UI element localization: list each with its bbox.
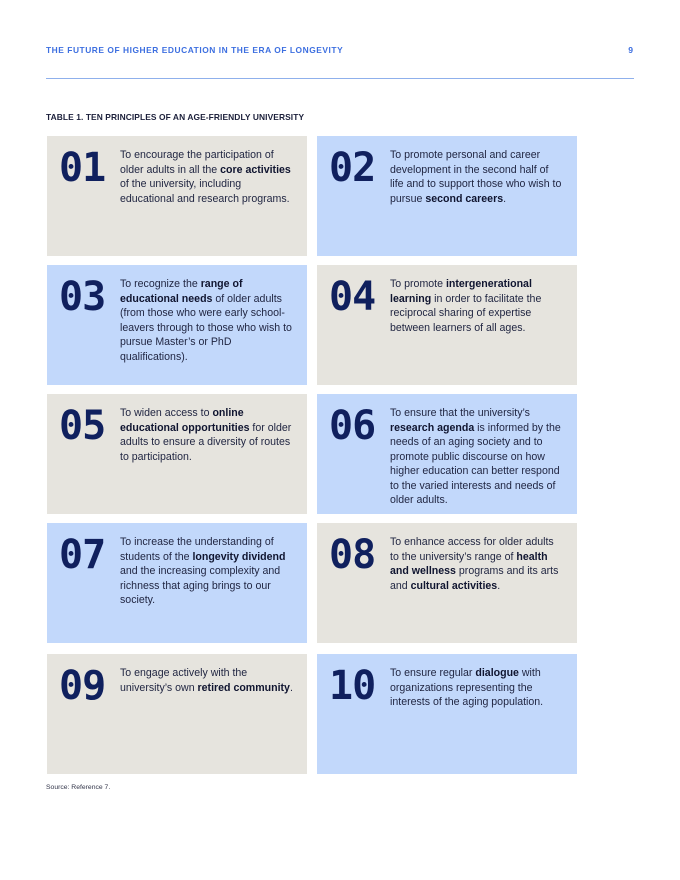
principle-text-part: in order to facilitate the reciprocal sharing of expertise between learners of all ages. <box>390 292 542 334</box>
principle-keyword: longevity dividend <box>192 550 286 563</box>
principle-number: 04 <box>329 274 376 320</box>
principle-number: 10 <box>329 663 376 709</box>
principle-card-08 <box>317 523 577 643</box>
principle-text-part: and the increasing complexity and richness that aging brings to our society. <box>120 565 281 606</box>
principle-text-part: To promote <box>390 278 446 290</box>
principle-text <box>390 406 564 508</box>
principle-card-02 <box>317 136 577 256</box>
principle-text <box>120 406 294 464</box>
principle-card-10 <box>317 654 577 774</box>
principle-text-part: . <box>289 681 293 694</box>
principle-card-07 <box>47 523 307 643</box>
principle-number: 03 <box>59 274 106 320</box>
principle-card-09 <box>47 654 307 774</box>
principle-text-part: To enhance access for older adults to the university’s range of <box>390 536 554 563</box>
principle-text-part: To promote personal and career development in the second half of life and to support those who wish to pursue <box>390 149 562 205</box>
principle-number: 08 <box>329 532 376 578</box>
principle-text-part: To ensure regular <box>390 667 476 679</box>
principle-text-part: is informed by the needs of an aging society and to promote public discourse on how higher education can better respond to the varied interests and needs of older adults. <box>390 421 561 506</box>
principle-text-part: To ensure that the university’s <box>390 407 530 419</box>
principle-card-04 <box>317 265 577 385</box>
principle-keyword: cultural activities <box>410 579 498 592</box>
principle-text <box>390 535 564 593</box>
principle-keyword: retired community <box>197 681 290 694</box>
principle-card-06 <box>317 394 577 514</box>
principle-number: 05 <box>59 403 106 449</box>
principle-number: 06 <box>329 403 376 449</box>
principle-text-part: . <box>503 192 507 205</box>
principle-text-part: To increase the understanding of students of the <box>120 536 274 563</box>
principle-card-05 <box>47 394 307 514</box>
principle-number: 02 <box>329 145 376 191</box>
principle-number: 07 <box>59 532 106 578</box>
principle-keyword: dialogue <box>475 667 519 679</box>
principle-keyword: core activities <box>220 163 291 176</box>
principle-keyword: range of educational needs <box>120 278 243 305</box>
principle-number: 09 <box>59 663 106 709</box>
principle-card-01 <box>47 136 307 256</box>
principle-text-part: for older adults to ensure a diversity of routes to participation. <box>120 421 292 463</box>
principle-text-part: To engage actively with the university’s own <box>120 667 248 694</box>
principle-text-part: programs and its arts and <box>390 565 559 592</box>
principle-text-part: of the university, including educational and research programs. <box>120 178 290 205</box>
header-divider <box>46 78 634 79</box>
principle-text-part: with organizations representing the interests of the aging population. <box>390 667 544 708</box>
principle-text <box>120 535 294 608</box>
principle-card-03 <box>47 265 307 385</box>
principle-text-part: . <box>497 579 501 592</box>
principle-number: 01 <box>59 145 106 191</box>
running-header <box>46 45 634 57</box>
page-number: 9 <box>628 45 633 55</box>
table-caption: TABLE 1. TEN PRINCIPLES OF AN AGE-FRIENDLY UNIVERSITY <box>46 112 305 122</box>
principle-text <box>120 666 294 695</box>
table-source-note: Source: Reference 7. <box>46 784 111 791</box>
principle-keyword: intergenerational learning <box>390 278 532 305</box>
principle-keyword: health and wellness <box>390 550 548 577</box>
principle-keyword: second careers <box>425 192 504 205</box>
principle-text <box>120 148 294 206</box>
principle-text-part: To widen access to <box>120 407 213 419</box>
principle-text-part: of older adults (from those who were early school-leavers through to those who wish to pursue Master’s or PhD qualifications). <box>120 292 292 363</box>
principle-text-part: To encourage the participation of older adults in all the <box>120 149 274 176</box>
running-title: THE FUTURE OF HIGHER EDUCATION IN THE ERA OF LONGEVITY <box>46 45 344 55</box>
principle-text <box>390 666 564 710</box>
principle-keyword: online educational opportunities <box>120 407 250 434</box>
principle-text-part: To recognize the <box>120 278 201 290</box>
principle-text <box>120 277 294 364</box>
principle-text <box>390 148 564 206</box>
principle-text <box>390 277 564 335</box>
principle-keyword: research agenda <box>390 421 475 434</box>
